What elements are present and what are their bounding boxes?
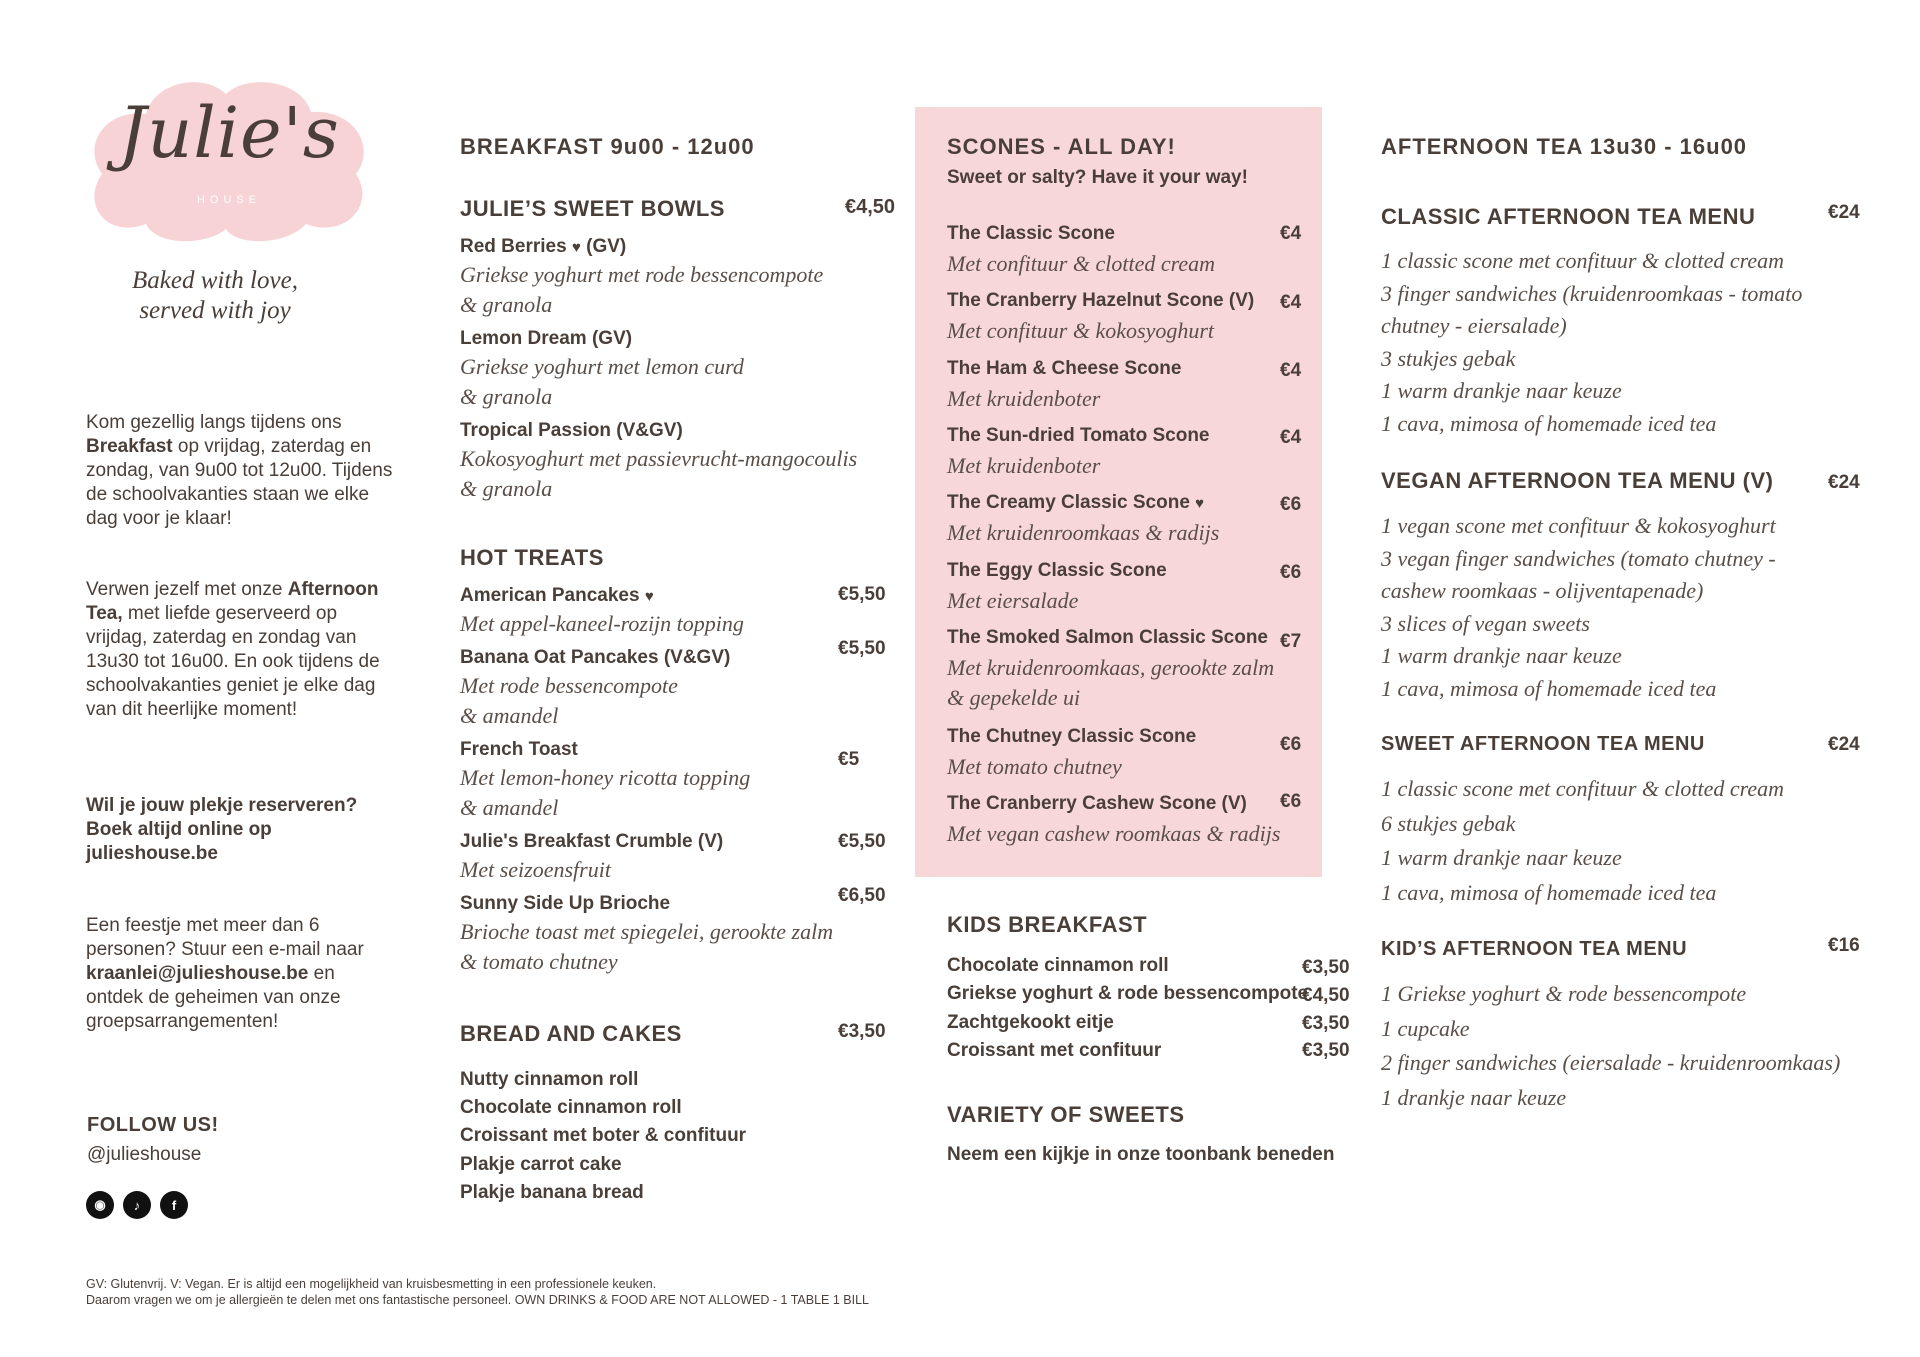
menu-item-desc: Met tomato chutney — [947, 754, 1122, 779]
follow-title: FOLLOW US! — [87, 1114, 219, 1136]
menu-item-desc: Met kruidenroomkaas, gerookte zalm & gepekelde ui — [947, 655, 1275, 710]
bread-item: Plakje banana bread — [460, 1182, 644, 1203]
menu-item-price: €4 — [1280, 427, 1302, 448]
menu-item-price: €7 — [1280, 631, 1302, 652]
menu-item-price: €6 — [1280, 562, 1302, 583]
menu-item-desc: Met rode bessencompote & amandel — [460, 673, 678, 728]
menu-item-price: €4 — [1280, 292, 1302, 313]
menu-item-desc: Griekse yoghurt met lemon curd & granola — [460, 354, 744, 409]
intro-breakfast: Kom gezellig langs tijdens ons Breakfast op vrijdag, zaterdag en zondag, van 9u00 tot 12u00. Tijdens de schoolvakanties staan we elke dag voor je klaar! — [86, 412, 393, 529]
sweets-text: Neem een kijkje in onze toonbank beneden — [947, 1144, 1335, 1165]
scones-subtitle: Sweet or salty? Have it your way! — [947, 167, 1248, 188]
afternoon-menu-title: KID’S AFTERNOON TEA MENU — [1381, 938, 1688, 960]
menu-item-name: Sunny Side Up Brioche — [460, 893, 671, 914]
afternoon-menu-lines: 1 Griekse yoghurt & rode bessencompote 1 cupcake 2 finger sandwiches (eiersalade - kruidenroomkaas) 1 drankje naar keuze — [1381, 981, 1841, 1110]
menu-item-desc: Kokosyoghurt met passievrucht-mangocoulis & granola — [460, 446, 858, 501]
bread-item: Croissant met boter & confituur — [460, 1125, 747, 1146]
intro-party: Een feestje met meer dan 6 personen? Stuur een e-mail naar kraanlei@julieshouse.be en ontdek de geheimen van onze groepsarrangementen! — [86, 915, 364, 1032]
menu-item-price: €6 — [1280, 791, 1302, 812]
menu-item-name: The Eggy Classic Scone — [947, 560, 1167, 581]
logo-subtitle: HOUSE — [196, 194, 262, 206]
bowls-price: €4,50 — [845, 196, 896, 218]
bread-item: Plakje carrot cake — [460, 1154, 622, 1175]
afternoon-menu-price: €16 — [1828, 935, 1860, 956]
menu-item-desc: Brioche toast met spiegelei, gerookte zalm & tomato chutney — [460, 919, 834, 974]
hot-treats-title: HOT TREATS — [460, 545, 604, 570]
scones-title: SCONES - ALL DAY! — [947, 134, 1176, 159]
menu-item-name: Banana Oat Pancakes (V&GV) — [460, 647, 731, 668]
afternoon-menu-title: SWEET AFTERNOON TEA MENU — [1381, 733, 1705, 755]
menu-item-desc: Met kruidenboter — [947, 386, 1101, 411]
kids-item: Croissant met confituur — [947, 1040, 1162, 1061]
intro-afternoon: Verwen jezelf met onze Afternoon Tea, met liefde geserveerd op vrijdag, zaterdag en zondag van 13u30 tot 16u00. En ook tijdens de schoolvakanties geniet je elke dag van dit heerlijke moment! — [86, 579, 380, 720]
footnote — [86, 1276, 1046, 1308]
menu-item-desc: Met confituur & clotted cream — [947, 251, 1216, 276]
menu-item-price: €5,50 — [838, 584, 886, 605]
menu-item-desc: Griekse yoghurt met rode bessencompote & granola — [460, 262, 824, 317]
kids-title: KIDS BREAKFAST — [947, 912, 1148, 937]
menu-item-desc: Met eiersalade — [947, 588, 1079, 613]
menu-item-price: €4 — [1280, 223, 1302, 244]
afternoon-menu-price: €24 — [1828, 472, 1860, 493]
menu-item-desc: Met confituur & kokosyoghurt — [947, 318, 1215, 343]
bowls-title: JULIE’S SWEET BOWLS — [460, 196, 725, 221]
heart-icon: ♥ — [571, 239, 581, 256]
menu-item-name: The Smoked Salmon Classic Scone — [947, 627, 1268, 648]
kids-price: €3,50 — [1302, 1013, 1350, 1034]
kids-item: Chocolate cinnamon roll — [947, 955, 1169, 976]
menu-item-name: The Creamy Classic Scone ♥ — [947, 492, 1205, 513]
afternoon-menu-title: VEGAN AFTERNOON TEA MENU (V) — [1381, 468, 1774, 493]
footnote-line: Daarom vragen we om je allergieën te delen met ons fantastische personeel. OWN DRINKS & FOOD ARE NOT ALLOWED - 1 TABLE 1 BILL — [86, 1293, 869, 1307]
menu-item-name: The Cranberry Cashew Scone (V) — [947, 793, 1247, 814]
bread-item: Chocolate cinnamon roll — [460, 1097, 682, 1118]
menu-item-desc: Met lemon-honey ricotta topping & amandel — [460, 765, 751, 820]
intro-reserve: Wil je jouw plekje reserveren? Boek altijd online op julieshouse.be — [86, 795, 358, 864]
tagline-line: Baked with love, — [132, 267, 298, 294]
kids-price: €4,50 — [1302, 985, 1350, 1006]
afternoon-menu-price: €24 — [1828, 734, 1860, 755]
social-icons — [86, 1191, 188, 1219]
menu-item-name: French Toast — [460, 739, 578, 760]
menu-item-name: Tropical Passion (V&GV) — [460, 420, 683, 441]
menu-item-price: €4 — [1280, 360, 1302, 381]
menu-item-price: €5,50 — [838, 638, 886, 659]
menu-item-name: The Sun-dried Tomato Scone — [947, 425, 1210, 446]
sweets-title: VARIETY OF SWEETS — [947, 1102, 1185, 1127]
kids-item: Zachtgekookt eitje — [947, 1012, 1114, 1033]
bread-title: BREAD AND CAKES — [460, 1021, 682, 1046]
afternoon-menu-price: €24 — [1828, 202, 1860, 223]
menu-item-price: €5,50 — [838, 831, 886, 852]
tagline-line: served with joy — [139, 297, 291, 324]
facebook-icon[interactable]: f — [160, 1191, 188, 1219]
menu-item-name: Julie's Breakfast Crumble (V) — [460, 831, 724, 852]
email-link[interactable]: kraanlei@julieshouse.be — [86, 963, 309, 984]
bread-price: €3,50 — [838, 1021, 886, 1042]
menu-item-name: The Classic Scone — [947, 223, 1115, 244]
heart-icon: ♥ — [644, 588, 654, 605]
menu-item-name: American Pancakes ♥ — [460, 585, 654, 606]
menu-item-name: Lemon Dream (GV) — [460, 328, 633, 349]
menu-item-desc: Met kruidenboter — [947, 453, 1101, 478]
kids-price: €3,50 — [1302, 957, 1350, 978]
menu-item-desc: Met seizoensfruit — [460, 857, 611, 882]
menu-item-price: €6 — [1280, 494, 1302, 515]
menu-item-name: The Cranberry Hazelnut Scone (V) — [947, 290, 1255, 311]
menu-item-name: Red Berries ♥ (GV) — [460, 236, 627, 257]
breakfast-title: BREAKFAST 9u00 - 12u00 — [460, 134, 755, 159]
menu-item-name: The Ham & Cheese Scone — [947, 358, 1182, 379]
instagram-icon[interactable]: ◉ — [86, 1191, 114, 1219]
menu-item-desc: Met kruidenroomkaas & radijs — [947, 520, 1220, 545]
afternoon-menu-lines: 1 vegan scone met confituur & kokosyoghurt 3 vegan finger sandwiches (tomato chutney - cashew roomkaas - olijventapenade) 3 slices of vegan sweets 1 warm drankje naar keuze 1 cava, mimosa of homemade iced tea — [1381, 513, 1776, 701]
menu-item-price: €5 — [838, 749, 860, 770]
heart-icon: ♥ — [1195, 495, 1205, 512]
logo-wordmark: Julie's — [118, 92, 340, 174]
footnote-line: GV: Glutenvrij. V: Vegan. Er is altijd een mogelijkheid van kruisbesmetting in een professionele keuken. — [86, 1277, 657, 1291]
bread-item: Nutty cinnamon roll — [460, 1069, 639, 1090]
menu-item-desc: Met vegan cashew roomkaas & radijs — [947, 821, 1281, 846]
menu-item-name: The Chutney Classic Scone — [947, 726, 1197, 747]
kids-price: €3,50 — [1302, 1040, 1350, 1061]
tagline — [100, 266, 330, 326]
afternoon-title: AFTERNOON TEA 13u30 - 16u00 — [1381, 134, 1748, 159]
kids-item: Griekse yoghurt & rode bessencompote — [947, 983, 1309, 1004]
afternoon-menu-lines: 1 classic scone met confituur & clotted cream 6 stukjes gebak 1 warm drankje naar keuze 1 cava, mimosa of homemade iced tea — [1381, 776, 1785, 905]
menu-item-price: €6,50 — [838, 885, 886, 906]
menu-item-price: €6 — [1280, 734, 1302, 755]
follow-handle[interactable]: @julieshouse — [87, 1144, 202, 1165]
afternoon-menu-lines: 1 classic scone met confituur & clotted cream 3 finger sandwiches (kruidenroomkaas - tomato chutney - eiersalade) 3 stukjes gebak 1 warm drankje naar keuze 1 cava, mimosa of homemade iced tea — [1381, 248, 1803, 436]
tiktok-icon[interactable]: ♪ — [123, 1191, 151, 1219]
afternoon-menu-title: CLASSIC AFTERNOON TEA MENU — [1381, 204, 1756, 229]
menu-item-desc: Met appel-kaneel-rozijn topping — [460, 611, 744, 636]
